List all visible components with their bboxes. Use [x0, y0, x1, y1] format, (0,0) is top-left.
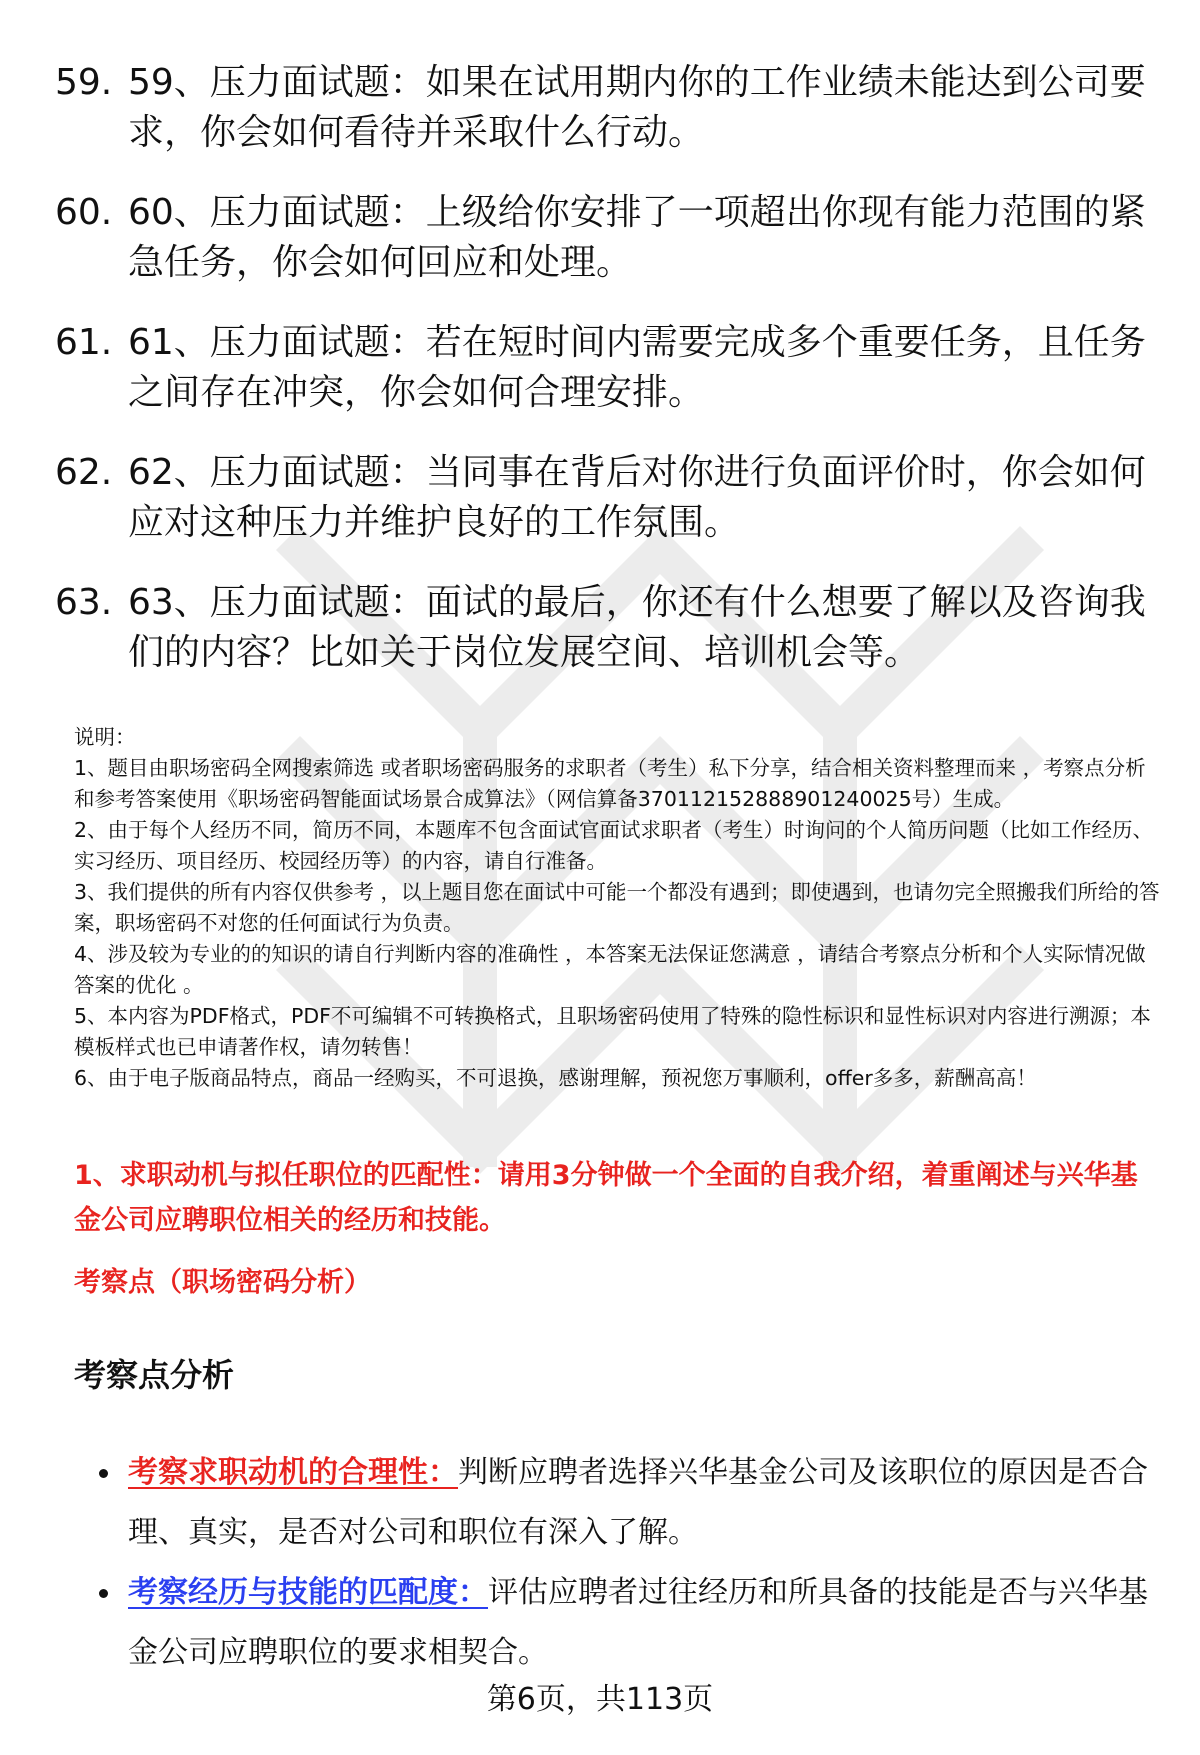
bullet-body — [128, 1443, 1158, 1563]
bullet-title: 考察经历与技能的匹配度： — [128, 1575, 488, 1610]
analysis-heading: 考察点分析 — [74, 1356, 235, 1394]
question-item — [55, 448, 1155, 548]
analysis-bullet-list — [98, 1443, 1158, 1683]
note-item: 1、题目由职场密码全网搜索筛选 或者职场密码服务的求职者（考生）私下分享，结合相关资料整理而来 ，考察点分析和参考答案使用《职场密码智能面试场景合成算法》（网信算备370112152888901240025号）生成。 — [74, 756, 1146, 811]
question-text: 61、压力面试题：若在短时间内需要完成多个重要任务，且任务之间存在冲突，你会如何合理安排。 — [128, 322, 1146, 413]
bullet-body — [128, 1563, 1158, 1683]
question-text: 59、压力面试题：如果在试用期内你的工作业绩未能达到公司要求，你会如何看待并采取什么行动。 — [128, 62, 1146, 153]
assessment-point-label: 考察点（职场密码分析） — [74, 1267, 371, 1298]
analysis-bullet — [98, 1563, 1158, 1683]
interview-question-heading: 1、求职动机与拟任职位的匹配性：请用3分钟做一个全面的自我介绍，着重阐述与兴华基金公司应聘职位相关的经历和技能。 — [74, 1160, 1138, 1236]
bullet-dot-icon — [98, 1563, 128, 1683]
page-footer: 第6页，共113页 — [486, 1682, 714, 1717]
question-item — [55, 188, 1155, 288]
question-number: 59. — [55, 62, 113, 103]
question-number: 60. — [55, 192, 113, 233]
bullet-dot-icon — [98, 1443, 128, 1563]
note-item: 5、本内容为PDF格式，PDF不可编辑不可转换格式，且职场密码使用了特殊的隐性标识和显性标识对内容进行溯源；本模板样式也已申请著作权，请勿转售！ — [74, 1004, 1151, 1059]
note-item: 4、涉及较为专业的的知识的请自行判断内容的准确性 ，本答案无法保证您满意 ，请结合考察点分析和个人实际情况做答案的优化 。 — [74, 942, 1146, 997]
question-number: 61. — [55, 322, 113, 363]
question-text: 60、压力面试题：上级给你安排了一项超出你现有能力范围的紧急任务，你会如何回应和处理。 — [128, 192, 1146, 283]
question-item — [55, 318, 1155, 418]
notes-section — [74, 722, 1164, 1094]
question-text: 63、压力面试题：面试的最后，你还有什么想要了解以及咨询我们的内容？比如关于岗位发展空间、培训机会等。 — [128, 582, 1146, 673]
question-number: 62. — [55, 452, 113, 493]
bullet-text: 判断应聘者选择兴华基金公司及该职位的原因是否合理、真实，是否对公司和职位有深入了解。 — [128, 1455, 1148, 1550]
bullet-text: 评估应聘者过往经历和所具备的技能是否与兴华基金公司应聘职位的要求相契合。 — [128, 1575, 1148, 1670]
question-text: 62、压力面试题：当同事在背后对你进行负面评价时，你会如何应对这种压力并维护良好的工作氛围。 — [128, 452, 1146, 543]
question-list — [55, 58, 1155, 708]
notes-heading: 说明： — [74, 725, 136, 749]
bullet-title: 考察求职动机的合理性： — [128, 1455, 458, 1490]
note-item: 6、由于电子版商品特点，商品一经购买，不可退换，感谢理解，预祝您万事顺利，offer多多，薪酬高高！ — [74, 1066, 1037, 1090]
analysis-bullet — [98, 1443, 1158, 1563]
question-item — [55, 58, 1155, 158]
note-item: 2、由于每个人经历不同，简历不同，本题库不包含面试官面试求职者（考生）时询问的个人简历问题（比如工作经历、实习经历、项目经历、校园经历等）的内容，请自行准备。 — [74, 818, 1154, 873]
question-item — [55, 578, 1155, 678]
note-item: 3、我们提供的所有内容仅供参考 ，以上题目您在面试中可能一个都没有遇到；即使遇到，也请勿完全照搬我们所给的答案，职场密码不对您的任何面试行为负责。 — [74, 880, 1160, 935]
question-number: 63. — [55, 582, 113, 623]
